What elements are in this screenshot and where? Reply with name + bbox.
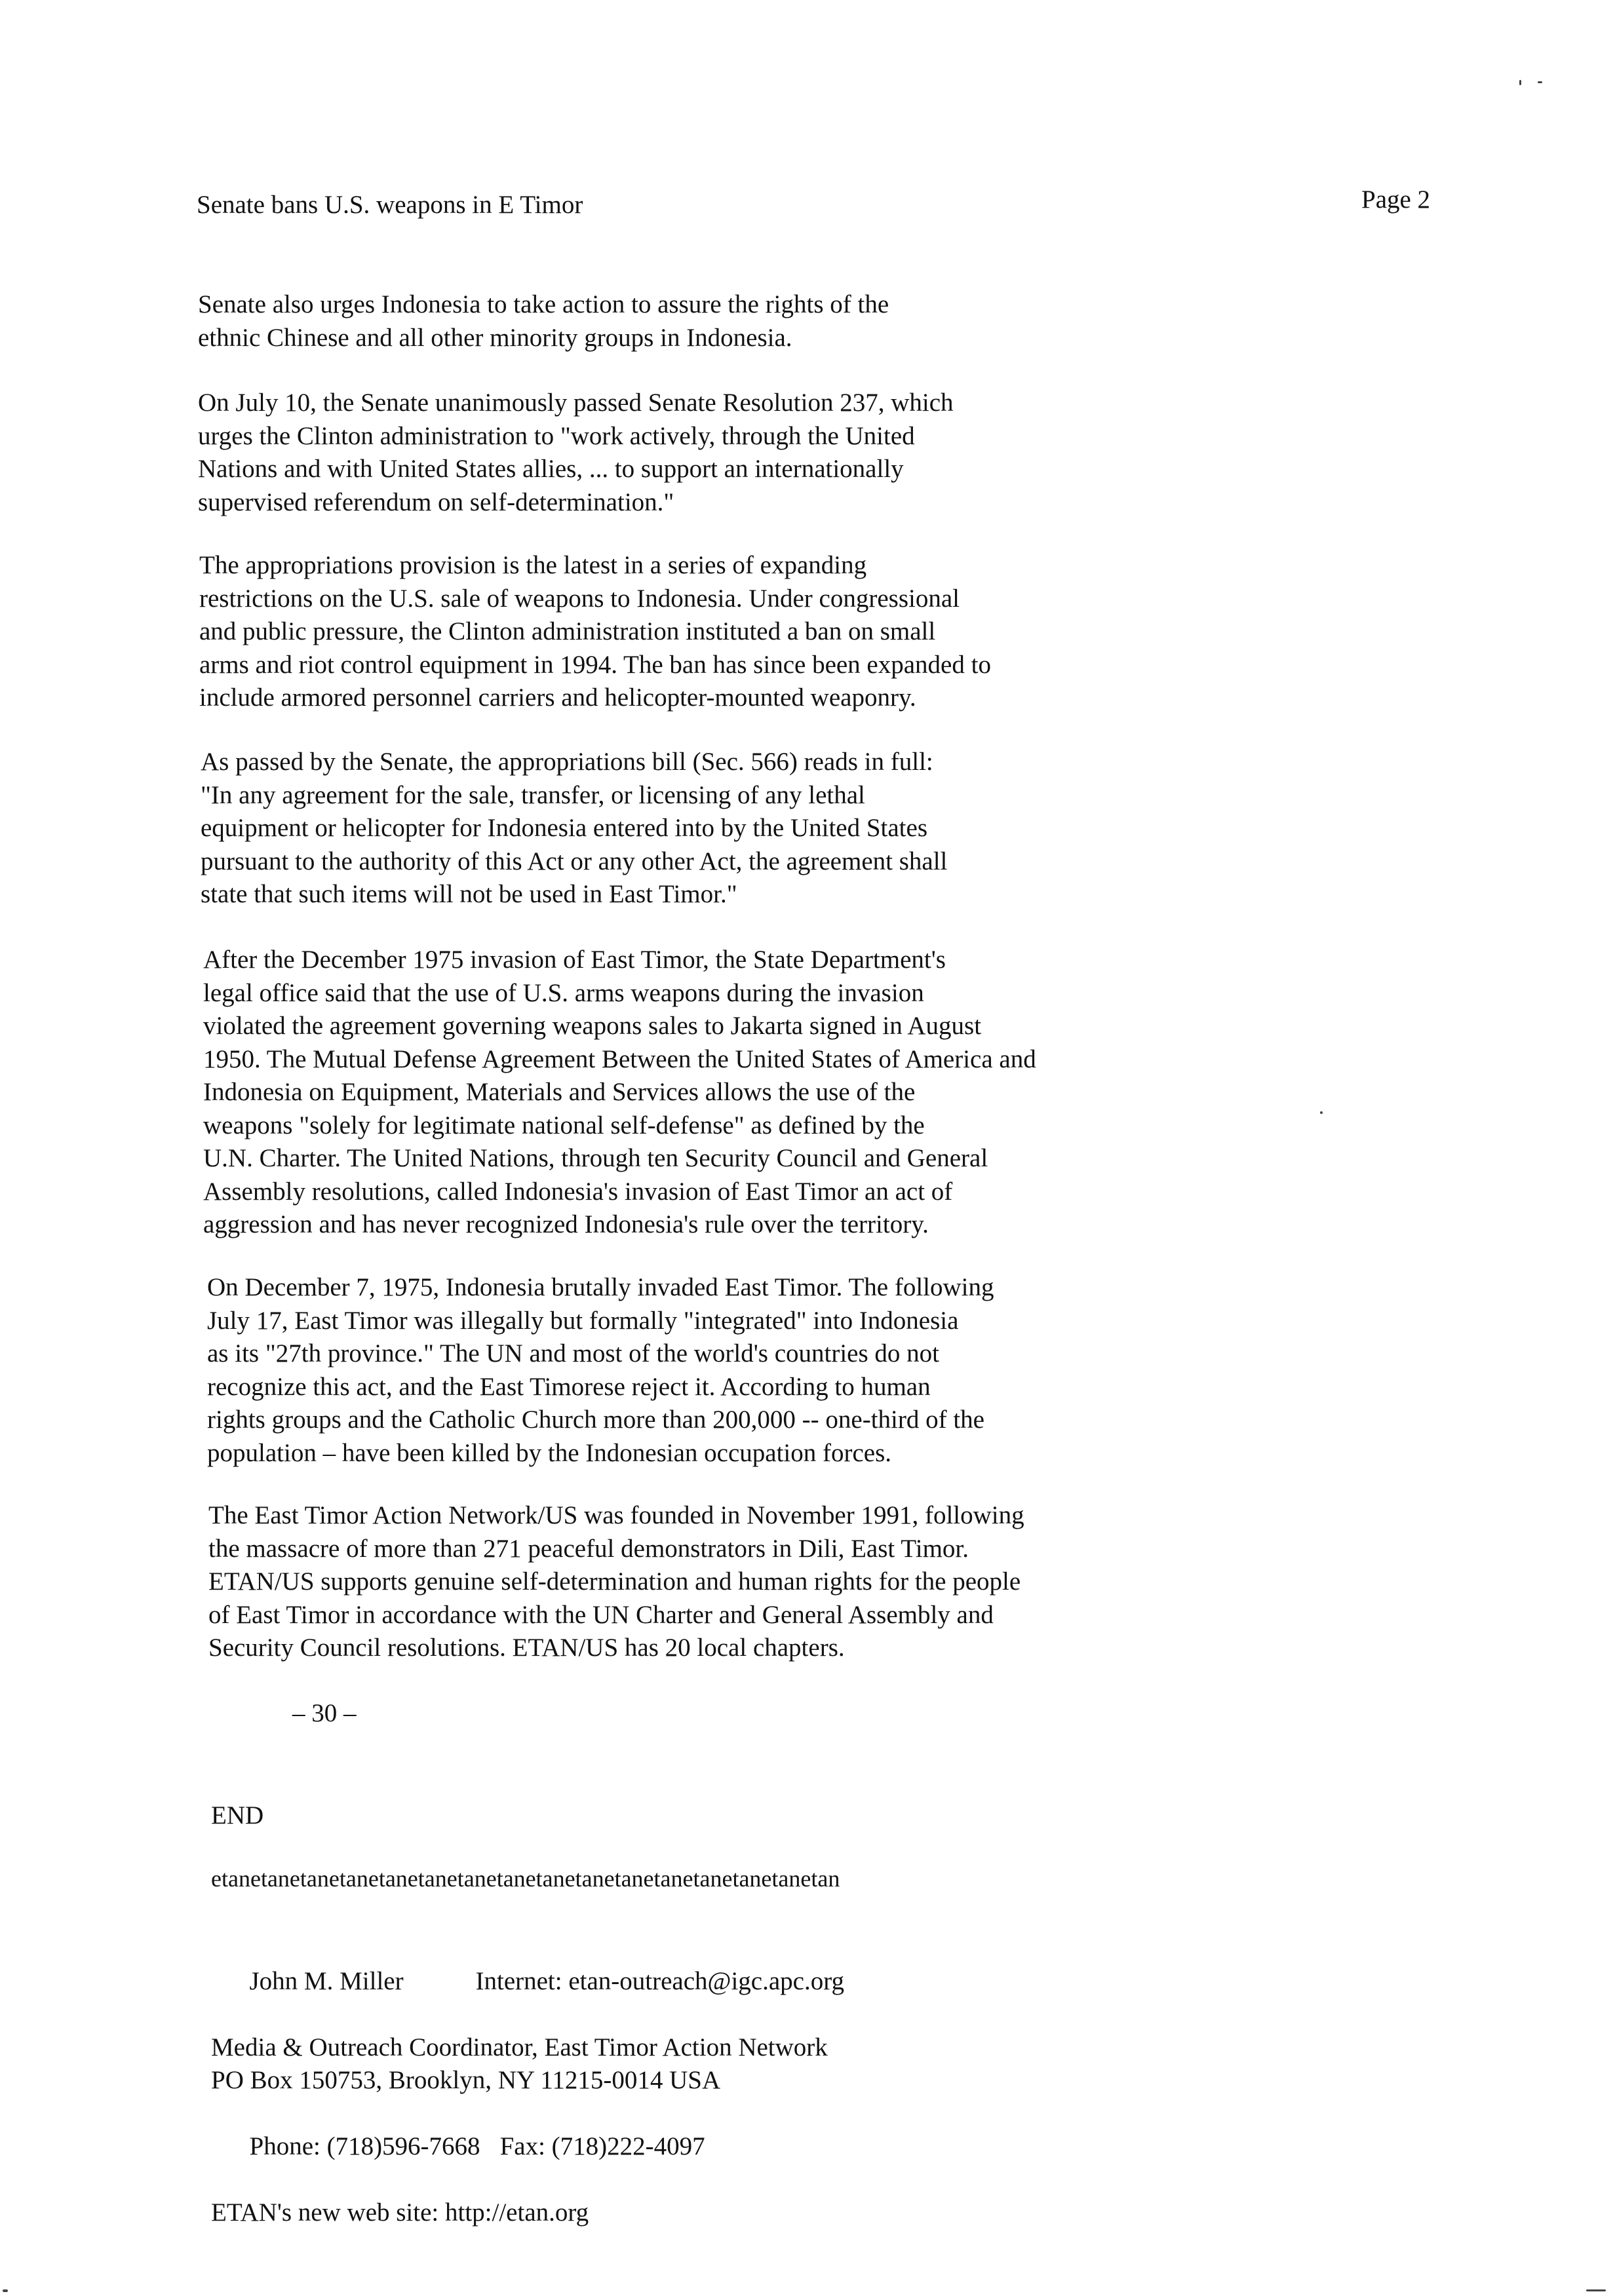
contact-phone: Phone: (718)596-7668 (249, 2132, 480, 2160)
contact-phone-line (211, 2097, 844, 2197)
paragraph: Senate also urges Indonesia to take action to assure the rights of the ethnic Chinese and all other minority groups in Indonesia. (198, 290, 889, 352)
page-number: Page 2 (1361, 185, 1431, 214)
contact-name-line (211, 1932, 844, 2031)
contact-title: Media & Outreach Coordinator, East Timor Action Network (211, 2033, 828, 2061)
contact-website: ETAN's new web site: http://etan.org (211, 2198, 589, 2227)
paragraph: After the December 1975 invasion of East Timor, the State Department's legal office said that the use of U.S. arms weapons during the invasion violated the agreement governing weapons sales to Jakarta signed in August 1950. The Mutual Defense Agreement Between the United States of America and Indonesia on Equipment, Materials and Services allows the use of the weapons "solely for legitimate national self-defense" as defined by the U.N. Charter. The United Nations, through ten Security Council and General Assembly resolutions, called Indonesia's invasion of East Timor an act of aggression and has never recognized Indonesia's rule over the territory. (203, 946, 1036, 1238)
contact-block (211, 1932, 844, 2230)
paragraph: On December 7, 1975, Indonesia brutally invaded East Timor. The following July 17, East Timor was illegally but formally "integrated" into Indonesia as its "27th province." The UN and most of the world's countries do not recognize this act, and the East Timorese reject it. According to human rights groups and the Catholic Church more than 200,000 -- one-third of the population – have been killed by the Indonesian occupation forces. (207, 1273, 994, 1467)
contact-email: Internet: etan-outreach@igc.apc.org (475, 1966, 845, 1995)
divider-text: etanetanetanetanetanetanetanetanetanetanetanetanetanetanetanetan (211, 1866, 840, 1892)
scan-speck (1320, 1111, 1323, 1114)
end-separator: – 30 – (292, 1699, 357, 1727)
scan-speck (3, 2289, 8, 2292)
scan-speck (1586, 2289, 1606, 2291)
paragraph: On July 10, the Senate unanimously passed Senate Resolution 237, which urges the Clinton administration to "work actively, through the United Nations and with United States allies, ... to support an internationally supervised referendum on self-determination." (198, 389, 954, 516)
scan-speck (1538, 81, 1542, 83)
contact-name: John M. Miller (249, 1966, 404, 1995)
paragraph: The appropriations provision is the latest in a series of expanding restrictions on the U.S. sale of weapons to Indonesia. Under congressional and public pressure, the Clinton administration instituted a ban on small arms and riot control equipment in 1994. The ban has since been expanded to include armored personnel carriers and helicopter-mounted weaponry. (199, 551, 991, 712)
paragraph: The East Timor Action Network/US was founded in November 1991, following the massacre of more than 271 peaceful demonstrators in Dili, East Timor. ETAN/US supports genuine self-determination and human rights for the people of East Timor in accordance with the UN Charter and General Assembly and Security Council resolutions. ETAN/US has 20 local chapters. (208, 1501, 1024, 1662)
running-title: Senate bans U.S. weapons in E Timor (197, 191, 583, 219)
contact-address: PO Box 150753, Brooklyn, NY 11215-0014 USA (211, 2066, 721, 2094)
end-label: END (211, 1801, 264, 1829)
contact-fax: Fax: (718)222-4097 (499, 2132, 705, 2160)
scan-speck (1519, 80, 1521, 85)
paragraph: As passed by the Senate, the appropriations bill (Sec. 566) reads in full: "In any agreement for the sale, transfer, or licensing of any lethal equipment or helicopter for Indonesia entered into by the United States pursuant to the authority of this Act or any other Act, the agreement shall state that such items will not be used in East Timor." (201, 748, 948, 908)
